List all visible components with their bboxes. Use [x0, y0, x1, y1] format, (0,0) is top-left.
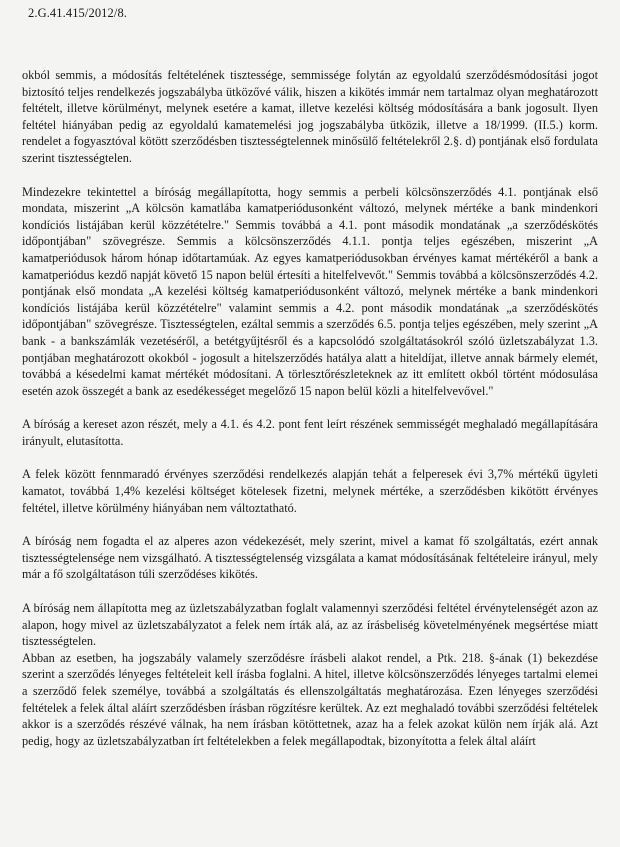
- paragraph-continuation: okból semmis, a módosítás feltételének tisztessége, semmissége folytán az egyoldalú szerződésmódosítási jogot biztosító teljes rendelkezés jogszabályba ütközővé válik, hiszen a kikötés immár nem tartalmaz olyan meghatározott feltételt, illetve körülményt, melynek esetére a kamat, illetve kezelési költség módosítására a bank jogosult. Ilyen feltétel hiányában pedig az egyoldalú kamatemelési jog jogszabályba ütközik, illetve a 18/1999. (II.5.) korm. rendelet a fogyasztóval kötött szerződésben tisztességtelennek minősülő feltételekről 2.§. d) pontjának első fordulata szerint tisztességtelen.: [22, 68, 598, 165]
- paragraph-written-form: Abban az esetben, ha jogszabály valamely szerződésre írásbeli alakot rendel, a Ptk. 218. §-ának (1) bekezdése szerint a szerződés lényeges feltételeit kell írásba foglalni. A hitel, illetve kölcsönszerződés lényeges tartalmi elemei a szerződő felek személye, továbbá a szolgáltatás és ellenszolgáltatás meghatározása. Ezen lényeges szerződési feltételek a felek által aláírt szerződésben írásban rögzítésre kerültek. Az ezt meghaladó további szerződési feltételek akkor is a szerződés részévé válnak, ha nem írásban kötöttetnek, azaz ha a felek azokat külön nem írják alá. Azt pedig, hogy az üzletszabályzatban írt feltételekben a felek megállapodtak, bizonyította a felek által aláírt: [22, 650, 598, 748]
- paragraph-interest-rate: A felek között fennmaradó érvényes szerződési rendelkezés alapján tehát a felperesek évi 3,7% mértékű ügyleti kamatot, továbbá 1,4% kezelési költséget kötelesek fizetni, melynek mértéke, a szerződésben kikötött érvényes feltétel, illetve körülmény hiányában nem változtatható.: [22, 467, 598, 515]
- paragraph-terms-validity: A bíróság nem állapította meg az üzletszabályzatban foglalt valamennyi szerződési feltétel érvénytelenségét azon az alapon, hogy mivel az üzletszabályzatot a felek nem írták alá, az az írásbeliség követelményének megsértése miatt tisztességtelen.: [22, 601, 598, 649]
- paragraph-claim-dismissed: A bíróság a kereset azon részét, mely a 4.1. és 4.2. pont fent leírt részének semmisségét meghaladó megállapítására irányult, elutasította.: [22, 417, 598, 448]
- paragraph-defence-rejected: A bíróság nem fogadta el az alperes azon védekezését, mely szerint, mivel a kamat fő szolgáltatás, ezért annak tisztességtelensége nem vizsgálható. A tisztességtelenség vizsgálata a kamat módosításának feltételeire irányul, mely már a fő szolgáltatáson túli szerződéses kikötés.: [22, 534, 598, 582]
- document-body: [22, 67, 598, 749]
- case-number: 2.G.41.415/2012/8.: [28, 6, 128, 20]
- paragraph-nullity-findings: Mindezekre tekintettel a bíróság megállapította, hogy semmis a perbeli kölcsönszerződés 4.1. pontjának első mondata, miszerint „A kölcsön kamatlába kamatperiódusonként változó, melynek mértéke a bank mindenkori kondíciós listájában kerül közzétételre." Semmis továbbá a 4.1. pont második mondatának „a szerződéskötés időpontjában" szövegrésze. Semmis a kölcsönszerződés 4.1.1. pontja teljes egészében, miszerint „A kamatperiódusok három hónap időtartamúak. Az egyes kamatperiódusokban érvényes kamat mértékéről a bank a kamatperiódus kezdő napját követő 15 napon belül értesíti a hitelfelvevőt." Semmis továbbá a kölcsönszerződés 4.2. pontjának első mondata „A kezelési költség kamatperiódusonként változó, melynek mértéke a bank mindenkori kondíciós listájába kerül közzétételre" valamint semmis a 4.2. pont második mondatának „a szerződéskötés időpontjában" szövegrésze. Tisztességtelen, ezáltal semmis a szerződés 6.5. pontja teljes egészében, mely szerint „A bank - a bankszámlák vezetéséről, a betétgyűjtésről és a kapcsolódó szolgáltatásokról szóló üzletszabályzat 1.3. pontjában meghatározott okokból - jogosult a hitelszerződés hatálya alatt a hiteldíjat, illetve annak bármely elemét, továbbá a késedelmi kamat mértékét módosítani. A törlesztőrészleteknek az itt említett okból történt módosulása esetén azok összegét a bank az esedékességet megelőző 15 napon belül közli a hitelfelvevővel.": [22, 184, 598, 398]
